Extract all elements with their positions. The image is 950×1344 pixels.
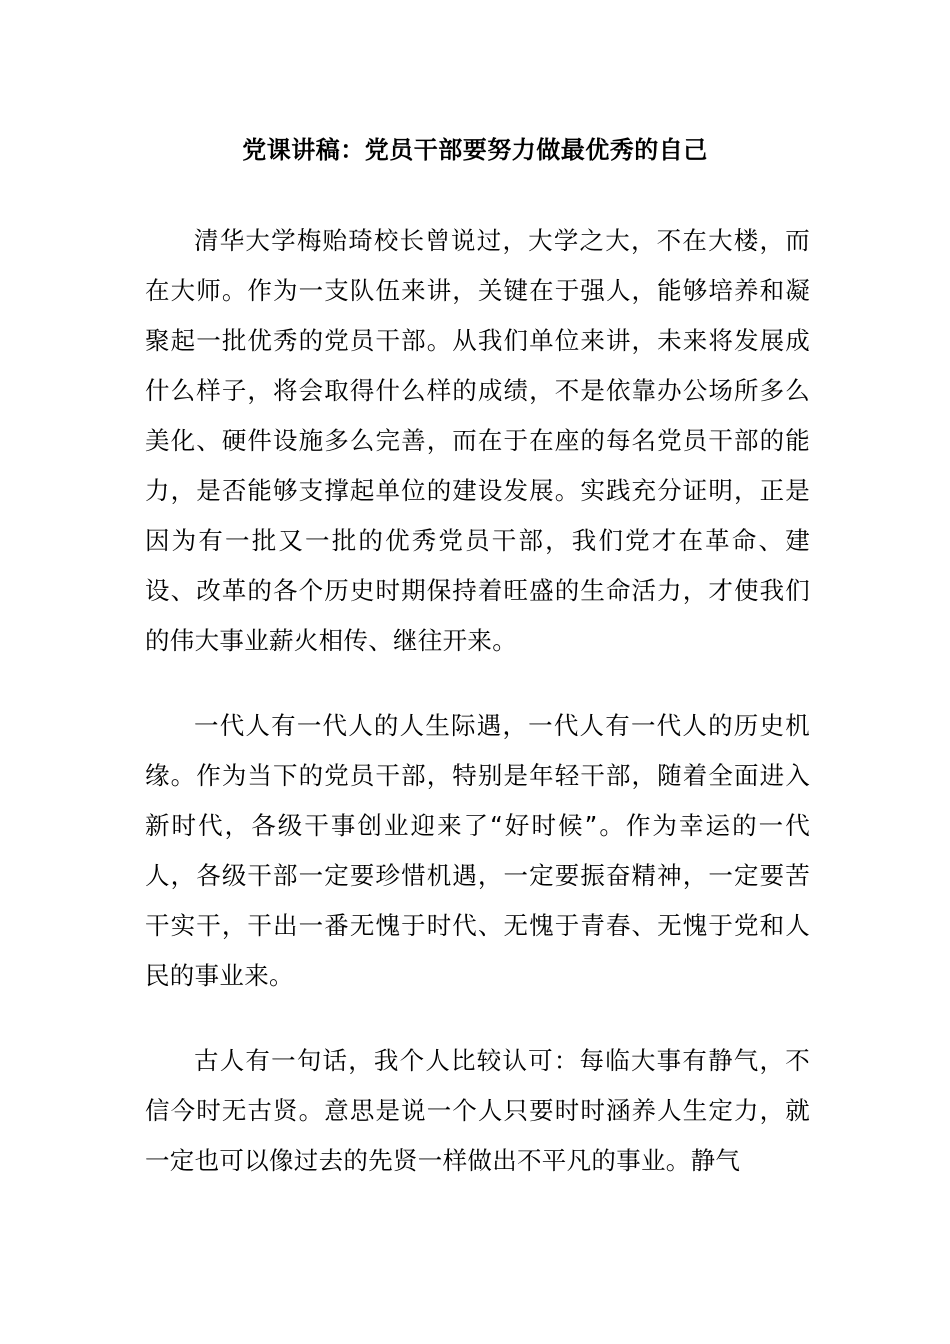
- paragraph-2: 一代人有一代人的人生际遇，一代人有一代人的历史机缘。作为当下的党员干部，特别是年轻干部，随着全面进入新时代，各级干事创业迎来了“好时候”。作为幸运的一代人，各级干部一定要珍惜机遇，一定要振奋精神，一定要苦干实干，干出一番无愧于时代、无愧于青春、无愧于党和人民的事业来。: [145, 711, 810, 990]
- paragraph-3: 古人有一句话，我个人比较认可：每临大事有静气，不信今时无古贤。意思是说一个人只要时时涵养人生定力，就一定也可以像过去的先贤一样做出不平凡的事业。静气: [145, 1046, 810, 1175]
- document-title: 党课讲稿：党员干部要努力做最优秀的自己: [242, 136, 708, 164]
- paragraph-1: 清华大学梅贻琦校长曾说过，大学之大，不在大楼，而在大师。作为一支队伍来讲，关键在于强人，能够培养和凝聚起一批优秀的党员干部。从我们单位来讲，未来将发展成什么样子，将会取得什么样的成绩，不是依靠办公场所多么美化、硬件设施多么完善，而在于在座的每名党员干部的能力，是否能够支撑起单位的建设发展。实践充分证明，正是因为有一批又一批的优秀党员干部，我们党才在革命、建设、改革的各个历史时期保持着旺盛的生命活力，才使我们的伟大事业薪火相传、继往开来。: [145, 226, 810, 655]
- document-body: [145, 216, 810, 1221]
